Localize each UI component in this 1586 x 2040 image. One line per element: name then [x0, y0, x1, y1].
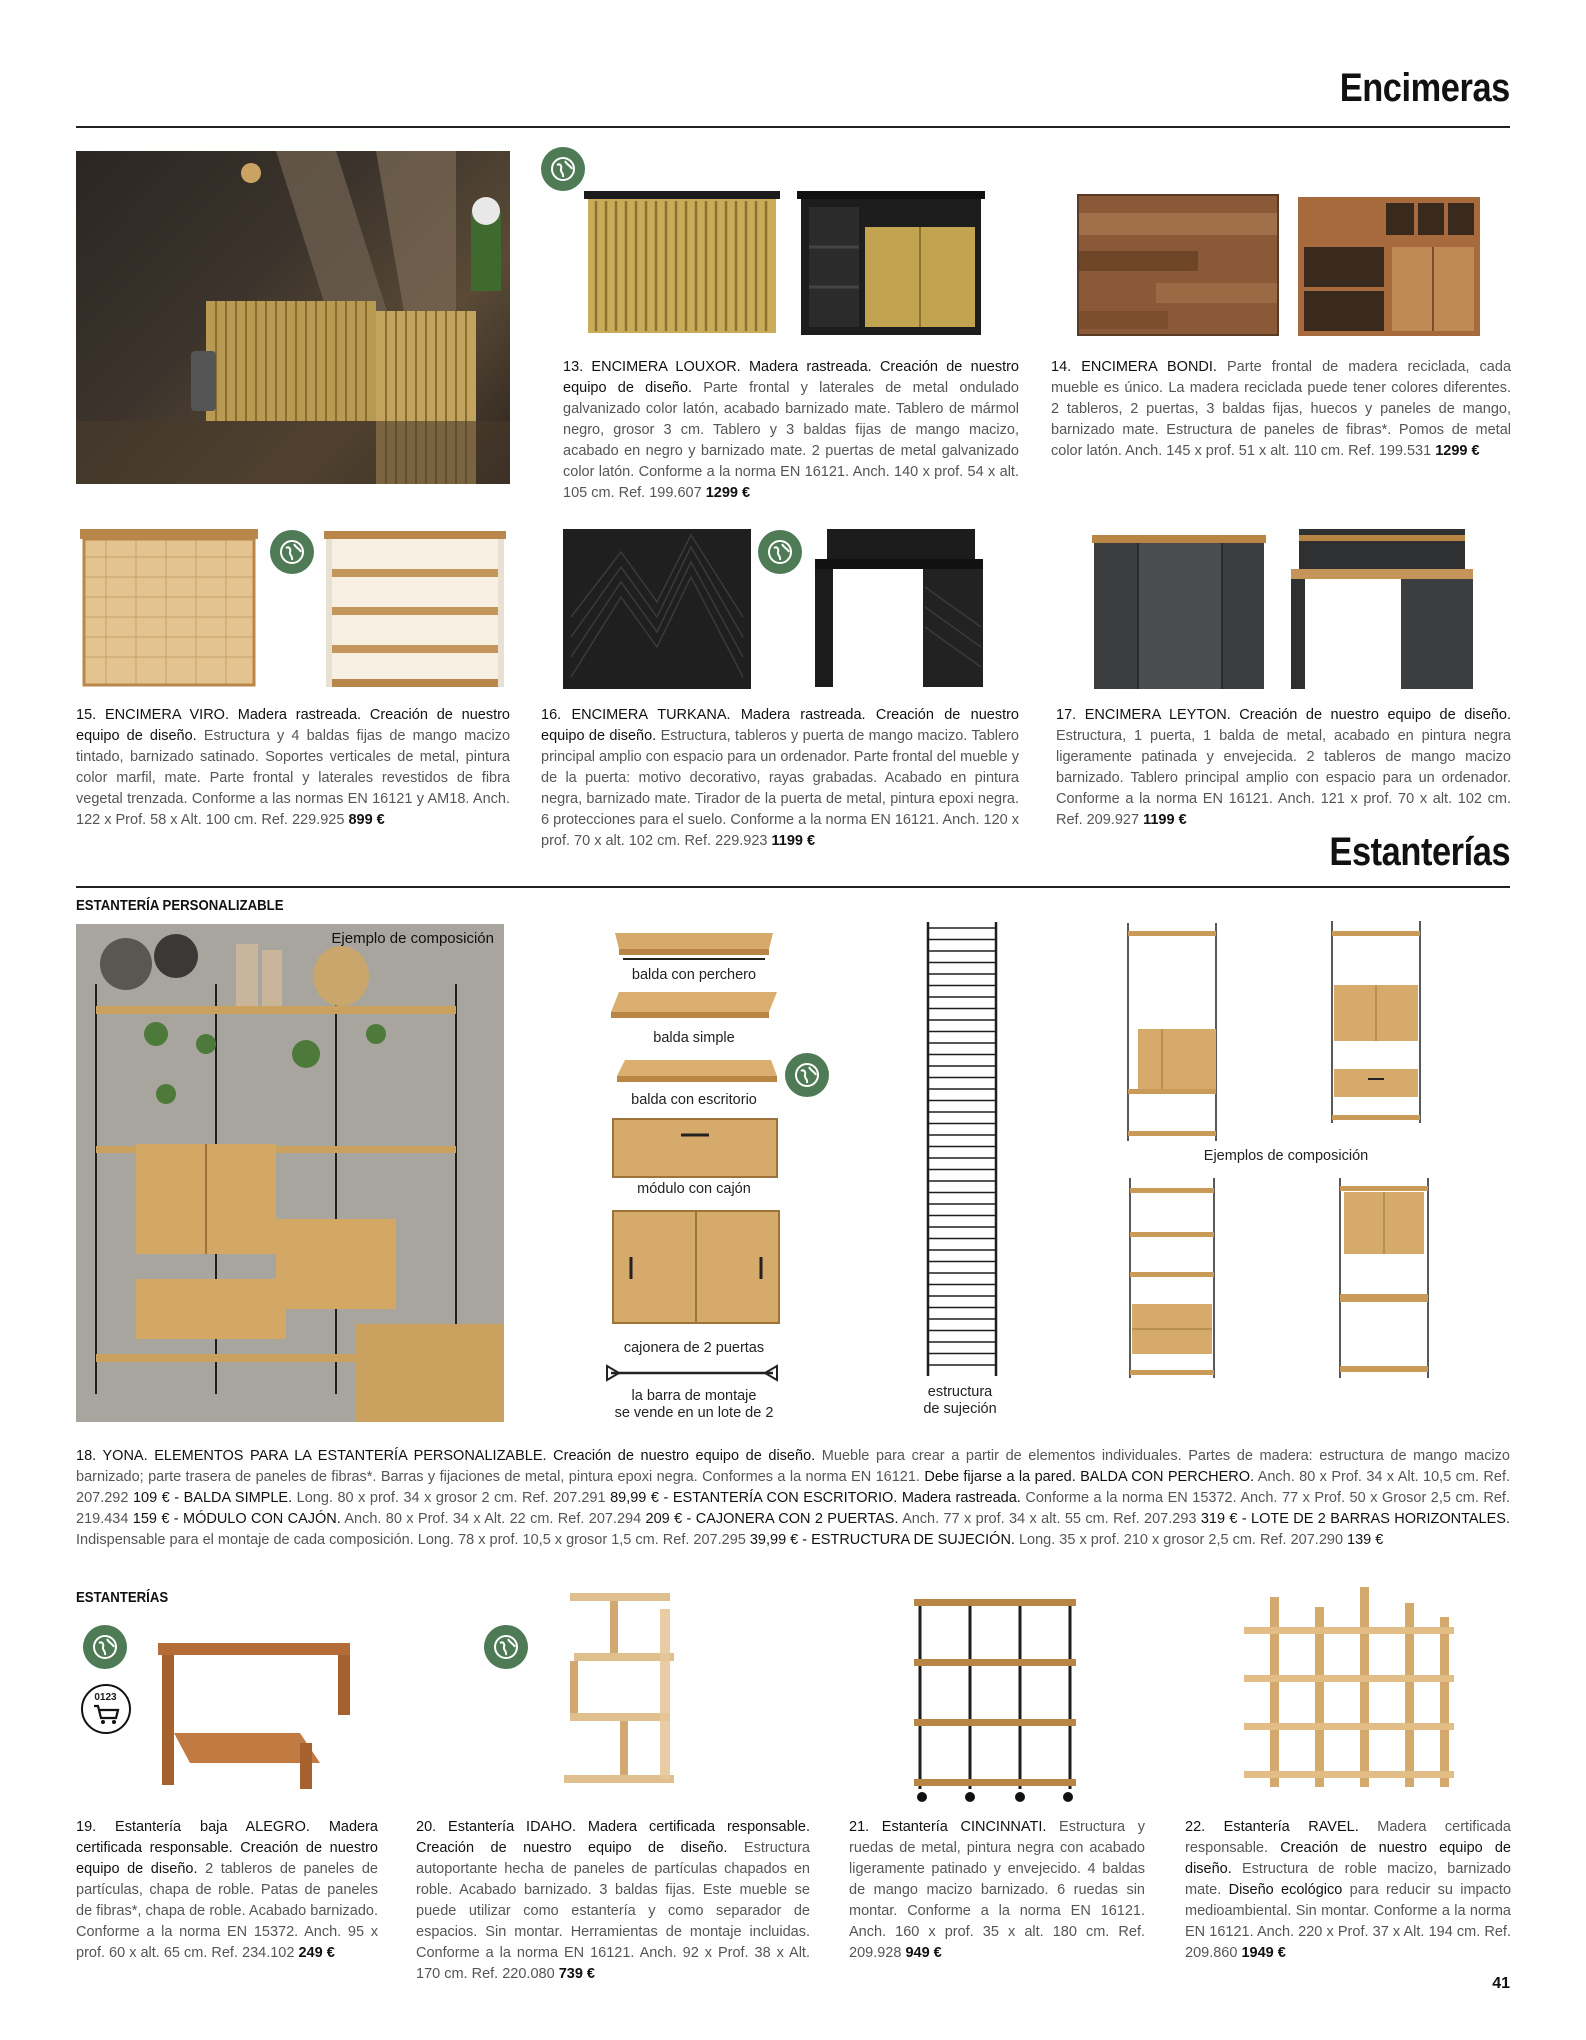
product-14-lead: 14. ENCIMERA BONDI.	[1051, 359, 1217, 375]
product-18-pr4: 209 € - CAJONERA CON 2 PUERTAS.	[645, 1511, 899, 1527]
product-22-body1: Madera certificada responsable.	[1185, 1819, 1511, 1856]
caption-cajonera-2-puertas: cajonera de 2 puertas	[623, 1340, 765, 1356]
product-17-front-image	[1090, 533, 1268, 691]
product-16-front-image	[561, 527, 753, 691]
product-18-pr6: 39,99 € - ESTRUCTURA DE SUJECIÓN.	[749, 1532, 1015, 1548]
product-15-lead: 15. ENCIMERA VIRO. Madera rastreada. Creación de nuestro equipo de diseño.	[76, 707, 510, 744]
product-17-description	[1056, 705, 1511, 831]
caption-estructura-line2: de sujeción	[923, 1401, 997, 1417]
product-19-lead: 19. Estantería baja ALEGRO. Madera certificada responsable. Creación de nuestro equipo de diseño.	[76, 1819, 378, 1877]
caption-estructura-line1: estructura	[927, 1384, 993, 1400]
eco-globe-icon	[270, 530, 314, 574]
hero-reception-photo	[76, 151, 510, 484]
product-13-price: 1299 €	[705, 485, 751, 501]
composition-example-4-image	[1336, 1176, 1432, 1380]
cart-badge: 0123	[94, 1692, 117, 1703]
product-14-price: 1299 €	[1435, 443, 1480, 459]
caption-barra-montaje-line2: se vende en un lote de 2	[614, 1405, 774, 1421]
product-16-description	[541, 705, 1019, 852]
product-22-body3: para reducir su impacto medioambiental. Sin montar. Conforme a la norma EN 16121. Anch. 220 x Prof. 37 x Alt. 194 cm. Ref. 209.860	[1185, 1882, 1512, 1961]
product-18-b6: Indispensable para el montaje de cada composición. Long. 78 x prof. 10,5 x grosor 1,5 cm. Ref. 207.295	[76, 1532, 746, 1548]
caption-modulo-cajon: módulo con cajón	[637, 1181, 751, 1197]
product-21-description	[849, 1817, 1145, 1964]
composition-example-2-image	[1328, 919, 1424, 1125]
eco-globe-icon	[785, 1053, 829, 1097]
product-21-lead: 21. Estantería CINCINNATI.	[849, 1819, 1047, 1835]
product-22-price: 1949 €	[1241, 1945, 1286, 1961]
shopping-cart-icon	[81, 1684, 131, 1734]
product-18-pr2: 89,99 € - ESTANTERÍA CON ESCRITORIO. Madera rastreada.	[610, 1490, 1021, 1506]
barra-montaje-image	[605, 1363, 779, 1383]
product-18-pr1: 109 € - BALDA SIMPLE.	[132, 1490, 293, 1506]
product-15-back-image	[320, 529, 510, 691]
product-19-body: 2 tableros de paneles de partículas, chapa de roble. Patas de paneles de fibras*, chapa de roble. Acabado barnizado. Conforme a la norma EN 15372. Anch. 95 x prof. 60 x alt. 65 cm. Ref. 234.102	[76, 1861, 378, 1961]
product-15-price: 899 €	[348, 812, 385, 828]
product-17-lead: 17. ENCIMERA LEYTON. Creación de nuestro equipo de diseño.	[1056, 707, 1511, 723]
product-18-b7: Long. 35 x prof. 210 x grosor 2,5 cm. Ref. 207.290	[1018, 1532, 1344, 1548]
product-21-price: 949 €	[905, 1945, 942, 1961]
eco-globe-icon	[758, 530, 802, 574]
product-18-b1: Anch. 80 x Prof. 34 x Alt. 10,5 cm. Ref. 207.292	[76, 1469, 1511, 1506]
composition-example-label: Ejemplo de composición	[331, 930, 494, 947]
product-18-lead: 18. YONA. ELEMENTOS PARA LA ESTANTERÍA PERSONALIZABLE. Creación de nuestro equipo de diseño.	[76, 1448, 816, 1464]
section-rule	[76, 126, 1510, 128]
product-21-body: Estructura y ruedas de metal, pintura negra con acabado ligeramente patinado y envejecido. 4 baldas de mango macizo barnizado. 6 ruedas sin montar. Conforme a la norma EN 16121. Anch. 160 x prof. 35 x alt. 180 cm. Ref. 209.928	[849, 1819, 1145, 1961]
product-22-image	[1240, 1587, 1460, 1795]
product-22-s1: Creación de nuestro equipo de diseño.	[1185, 1840, 1511, 1877]
product-19-price: 249 €	[298, 1945, 335, 1961]
page-number: 41	[1492, 1975, 1510, 1992]
caption-barra-montaje-line1: la barra de montaje	[631, 1388, 757, 1404]
hero-scene	[76, 151, 510, 484]
caption-balda-simple: balda simple	[653, 1030, 735, 1046]
product-20-price: 739 €	[558, 1966, 595, 1982]
product-21-image	[910, 1589, 1080, 1805]
modulo-cajon-image	[611, 1115, 779, 1181]
product-18-b3: Conforme a la norma EN 15372. Anch. 77 x Prof. 50 x Grosor 2,5 cm. Ref. 219.434	[76, 1490, 1510, 1527]
product-18-body1: Mueble para crear a partir de elementos individuales. Partes de madera: estructura de mango macizo barnizado; parte trasera de paneles de fibras*. Barras y fijaciones de metal, pintura epoxi negra. Conformes a la norma EN 16121.	[76, 1448, 1510, 1485]
product-16-lead: 16. ENCIMERA TURKANA. Madera rastreada. Creación de nuestro equipo de diseño.	[541, 707, 1019, 744]
product-14-description	[1051, 357, 1511, 462]
eco-globe-icon	[541, 147, 585, 191]
product-15-front-image	[76, 527, 262, 691]
product-20-description	[416, 1817, 810, 1985]
caption-balda-escritorio: balda con escritorio	[631, 1092, 757, 1108]
section-title-encimeras: Encimeras	[1339, 66, 1510, 110]
product-16-body: Estructura, tableros y puerta de mango macizo. Tablero principal amplio con espacio para un ordenador. Parte frontal del mueble y de la puerta: motivo decorativo, rayas grabadas. Acabado en pintura negra, barnizado mate. Tirador de la puerta de metal, pintura epoxi negra. 6 protecciones para el suelo. Conforme a la norma EN 16121. Anch. 120 x prof. 70 x alt. 102 cm. Ref. 229.923	[541, 728, 1019, 849]
product-15-description	[76, 705, 510, 831]
balda-escritorio-image	[611, 1056, 781, 1086]
product-16-price: 1199 €	[771, 833, 816, 849]
caption-barra-montaje	[589, 1388, 799, 1422]
product-18-b2: Long. 80 x prof. 34 x grosor 2 cm. Ref. 207.291	[296, 1490, 606, 1506]
section-rule	[76, 886, 1510, 888]
composition-example-1-image	[1122, 919, 1222, 1145]
product-17-body: Estructura, 1 puerta, 1 balda de metal, acabado en pintura negra ligeramente patinada y envejecida. 2 tableros de mango macizo barnizado. Tablero principal amplio con espacio para un ordenador. Conforme a la norma EN 16121. Anch. 121 x prof. 70 x alt. 102 cm. Ref. 209.927	[1056, 728, 1511, 828]
product-18-s1: Debe fijarse a la pared. BALDA CON PERCHERO.	[924, 1469, 1255, 1485]
product-22-s2: Diseño ecológico	[1228, 1882, 1343, 1898]
label-estanteria-personalizable: ESTANTERÍA PERSONALIZABLE	[76, 897, 284, 914]
product-22-body2: Estructura de roble macizo, barnizado mate.	[1185, 1861, 1511, 1898]
product-18-pr5: 319 € - LOTE DE 2 BARRAS HORIZONTALES.	[1200, 1511, 1510, 1527]
product-16-back-image	[813, 527, 985, 691]
product-13-back-image	[795, 187, 987, 338]
cajonera-2-puertas-image	[611, 1207, 781, 1327]
product-14-front-image	[1076, 193, 1280, 338]
caption-ejemplos-composicion: Ejemplos de composición	[1203, 1148, 1369, 1164]
section-title-estanterias: Estanterías	[1329, 830, 1510, 874]
product-20-body: Estructura autoportante hecha de paneles de partículas chapados en roble. Acabado barnizado. 3 baldas fijas. Este mueble se puede utilizar como estantería y como separador de espacios. Sin montar. Herramientas de montaje incluidas. Conforme a la norma EN 16121. Anch. 92 x Prof. 38 x Alt. 170 cm. Ref. 220.080	[416, 1840, 811, 1982]
balda-simple-image	[609, 990, 779, 1022]
product-17-back-image	[1289, 527, 1475, 691]
eco-globe-icon	[83, 1625, 127, 1669]
product-15-body: Estructura y 4 baldas fijas de mango macizo tintado, barnizado satinado. Soportes verticales de metal, pintura color marfil, mate. Parte frontal y laterales revestidos de fibra vegetal trenzada. Conforme a las normas EN 16121 y AM18. Anch. 122 x Prof. 58 x Alt. 100 cm. Ref. 229.925	[76, 728, 511, 828]
product-18-pr7: 139 €	[1347, 1532, 1384, 1548]
product-18-b4: Anch. 80 x Prof. 34 x Alt. 22 cm. Ref. 207.294	[344, 1511, 642, 1527]
product-19-image	[150, 1633, 360, 1793]
caption-estructura	[900, 1384, 1020, 1418]
product-20-image	[560, 1589, 684, 1796]
product-14-back-image	[1296, 195, 1482, 338]
product-18-description	[76, 1446, 1510, 1551]
product-22-description	[1185, 1817, 1511, 1964]
product-13-front-image	[582, 187, 782, 338]
estructura-sujecion-image	[924, 920, 1000, 1380]
composition-example-photo	[76, 924, 504, 1422]
product-18-b5: Anch. 77 x prof. 34 x alt. 55 cm. Ref. 207.293	[902, 1511, 1197, 1527]
product-22-lead: 22. Estantería RAVEL.	[1185, 1819, 1359, 1835]
balda-perchero-image	[609, 929, 779, 963]
composition-example-3-image	[1126, 1176, 1218, 1380]
product-20-lead: 20. Estantería IDAHO. Madera certificada responsable. Creación de nuestro equipo de diseño.	[416, 1819, 810, 1856]
eco-globe-icon	[484, 1625, 528, 1669]
product-13-body: Parte frontal y laterales de metal ondulado galvanizado color latón, acabado barnizado mate. Tablero de mármol negro, grosor 3 cm. Tablero y 3 baldas fijas de mango macizo, acabado en negro y barnizado mate. 2 puertas de metal galvanizado color latón. Conforme a la norma EN 16121. Anch. 140 x prof. 54 x alt. 105 cm. Ref. 199.607	[563, 380, 1019, 501]
product-19-description	[76, 1817, 378, 1964]
product-13-lead: 13. ENCIMERA LOUXOR. Madera rastreada. Creación de nuestro equipo de diseño.	[563, 359, 1019, 396]
product-18-pr3: 159 € - MÓDULO CON CAJÓN.	[132, 1511, 341, 1527]
product-17-price: 1199 €	[1143, 812, 1187, 828]
label-estanterias: ESTANTERÍAS	[76, 1589, 169, 1606]
product-14-body: Parte frontal de madera reciclada, cada mueble es único. La madera reciclada puede tener colores diferentes. 2 tableros, 2 puertas, 3 baldas fijas, huecos y paneles de mango, barnizado mate. Estructura de paneles de fibras*. Pomos de metal color latón. Anch. 145 x prof. 51 x alt. 110 cm. Ref. 199.531	[1051, 359, 1512, 459]
caption-balda-perchero: balda con perchero	[631, 967, 757, 983]
product-13-description	[563, 357, 1019, 504]
